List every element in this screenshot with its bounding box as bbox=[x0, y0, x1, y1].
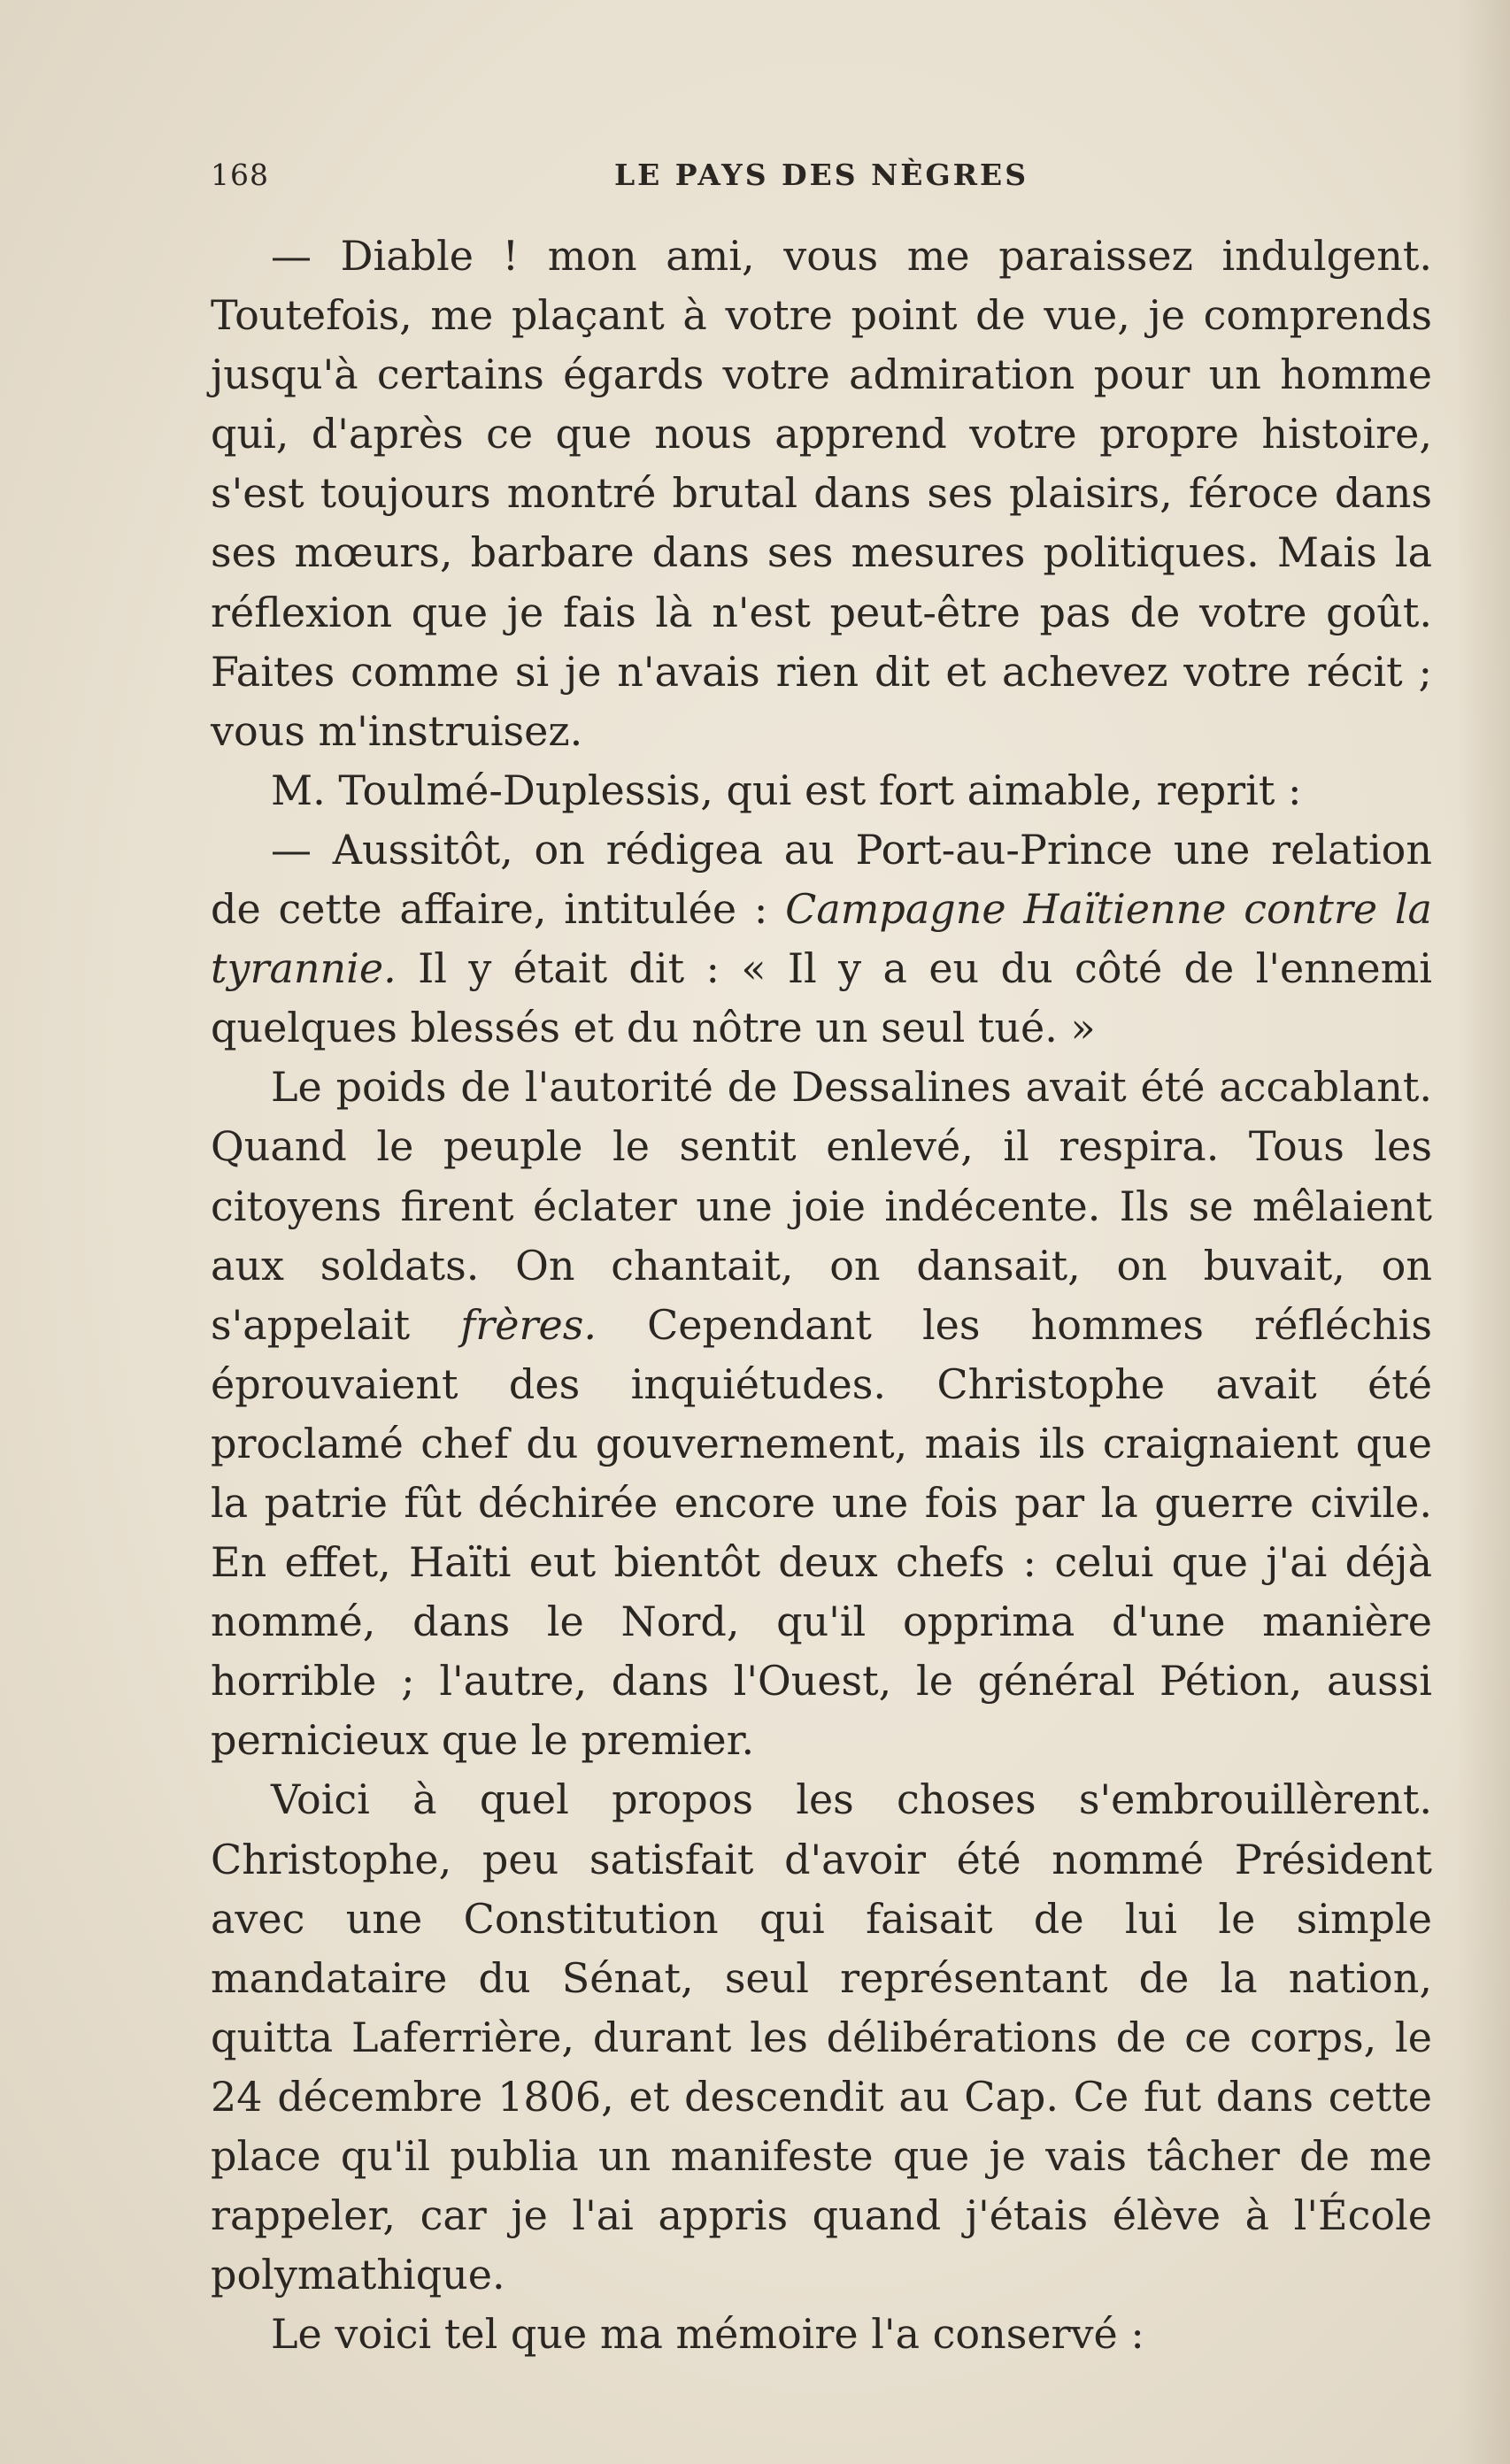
page-number: 168 bbox=[211, 158, 269, 192]
paragraph-4-text-a: Le poids de l'autorité de Dessalines avait été accablant. Quand le peuple le sentit enlevé, il respira. Tous les citoyens firent éclater une joie indécente. Ils se mêlaient aux soldats. On chantait, on dansait, on buvait, on s'appelait bbox=[211, 1063, 1432, 1349]
paragraph-6: Le voici tel que ma mémoire l'a conservé : bbox=[271, 2310, 1144, 2359]
paragraph-3-text-a: — Aussitôt, on rédigea au Port-au-Prince une relation de cette affaire, intitulée : bbox=[211, 825, 1432, 934]
paragraph-3-italic-title: Campagne Haïtienne contre la tyrannie. bbox=[211, 885, 1432, 993]
paragraph-5: Voici à quel propos les choses s'embrouillèrent. Christophe, peu satisfait d'avoir été nommé Président avec une Constitution qui faisait de lui le simple mandataire du Sénat, seul représentant de la nation, quitta Laferrière, durant les délibérations de ce corps, le 24 décembre 1806, et descendit au Cap. Ce fut dans cette place qu'il publia un manifeste que je vais tâcher de me rappeler, car je l'ai appris quand j'étais élève à l'École polymathique. bbox=[211, 1775, 1432, 2299]
paragraph-3 bbox=[211, 820, 1432, 1058]
running-title: LE PAYS DES NÈGRES bbox=[613, 158, 1029, 192]
paragraph-4-italic-word: frères. bbox=[460, 1300, 597, 1349]
page-header bbox=[211, 158, 1432, 211]
paragraph-3-text-b: Il y était dit : « Il y a eu du côté de l'ennemi quelques blessés et du nôtre un seul tué. » bbox=[211, 944, 1432, 1052]
paragraph-4-text-b: Cependant les hommes réfléchis éprouvaient des inquiétudes. Christophe avait été proclamé chef du gouvernement, mais ils craignaient que la patrie fût déchirée encore une fois par la guerre civile. En effet, Haïti eut bientôt deux chefs : celui que j'ai déjà nommé, dans le Nord, qu'il opprima d'une manière horrible ; l'autre, dans l'Ouest, le général Pétion, aussi pernicieux que le premier. bbox=[211, 1300, 1433, 1765]
paragraph-4 bbox=[211, 1058, 1432, 1770]
paragraph-1: — Diable ! mon ami, vous me paraissez indulgent. Toutefois, me plaçant à votre point de vue, je comprends jusqu'à certains égards votre admiration pour un homme qui, d'après ce que nous apprend votre propre histoire, s'est toujours montré brutal dans ses plaisirs, féroce dans ses mœurs, barbare dans ses mesures politiques. Mais la réflexion que je fais là n'est peut-être pas de votre goût. Faites comme si je n'avais rien dit et achevez votre récit ; vous m'instruisez. bbox=[211, 232, 1432, 755]
paragraph-2: M. Toulmé-Duplessis, qui est fort aimable, reprit : bbox=[271, 766, 1302, 814]
page-edge-shadow bbox=[1457, 0, 1510, 2464]
body-text bbox=[211, 227, 1432, 2364]
